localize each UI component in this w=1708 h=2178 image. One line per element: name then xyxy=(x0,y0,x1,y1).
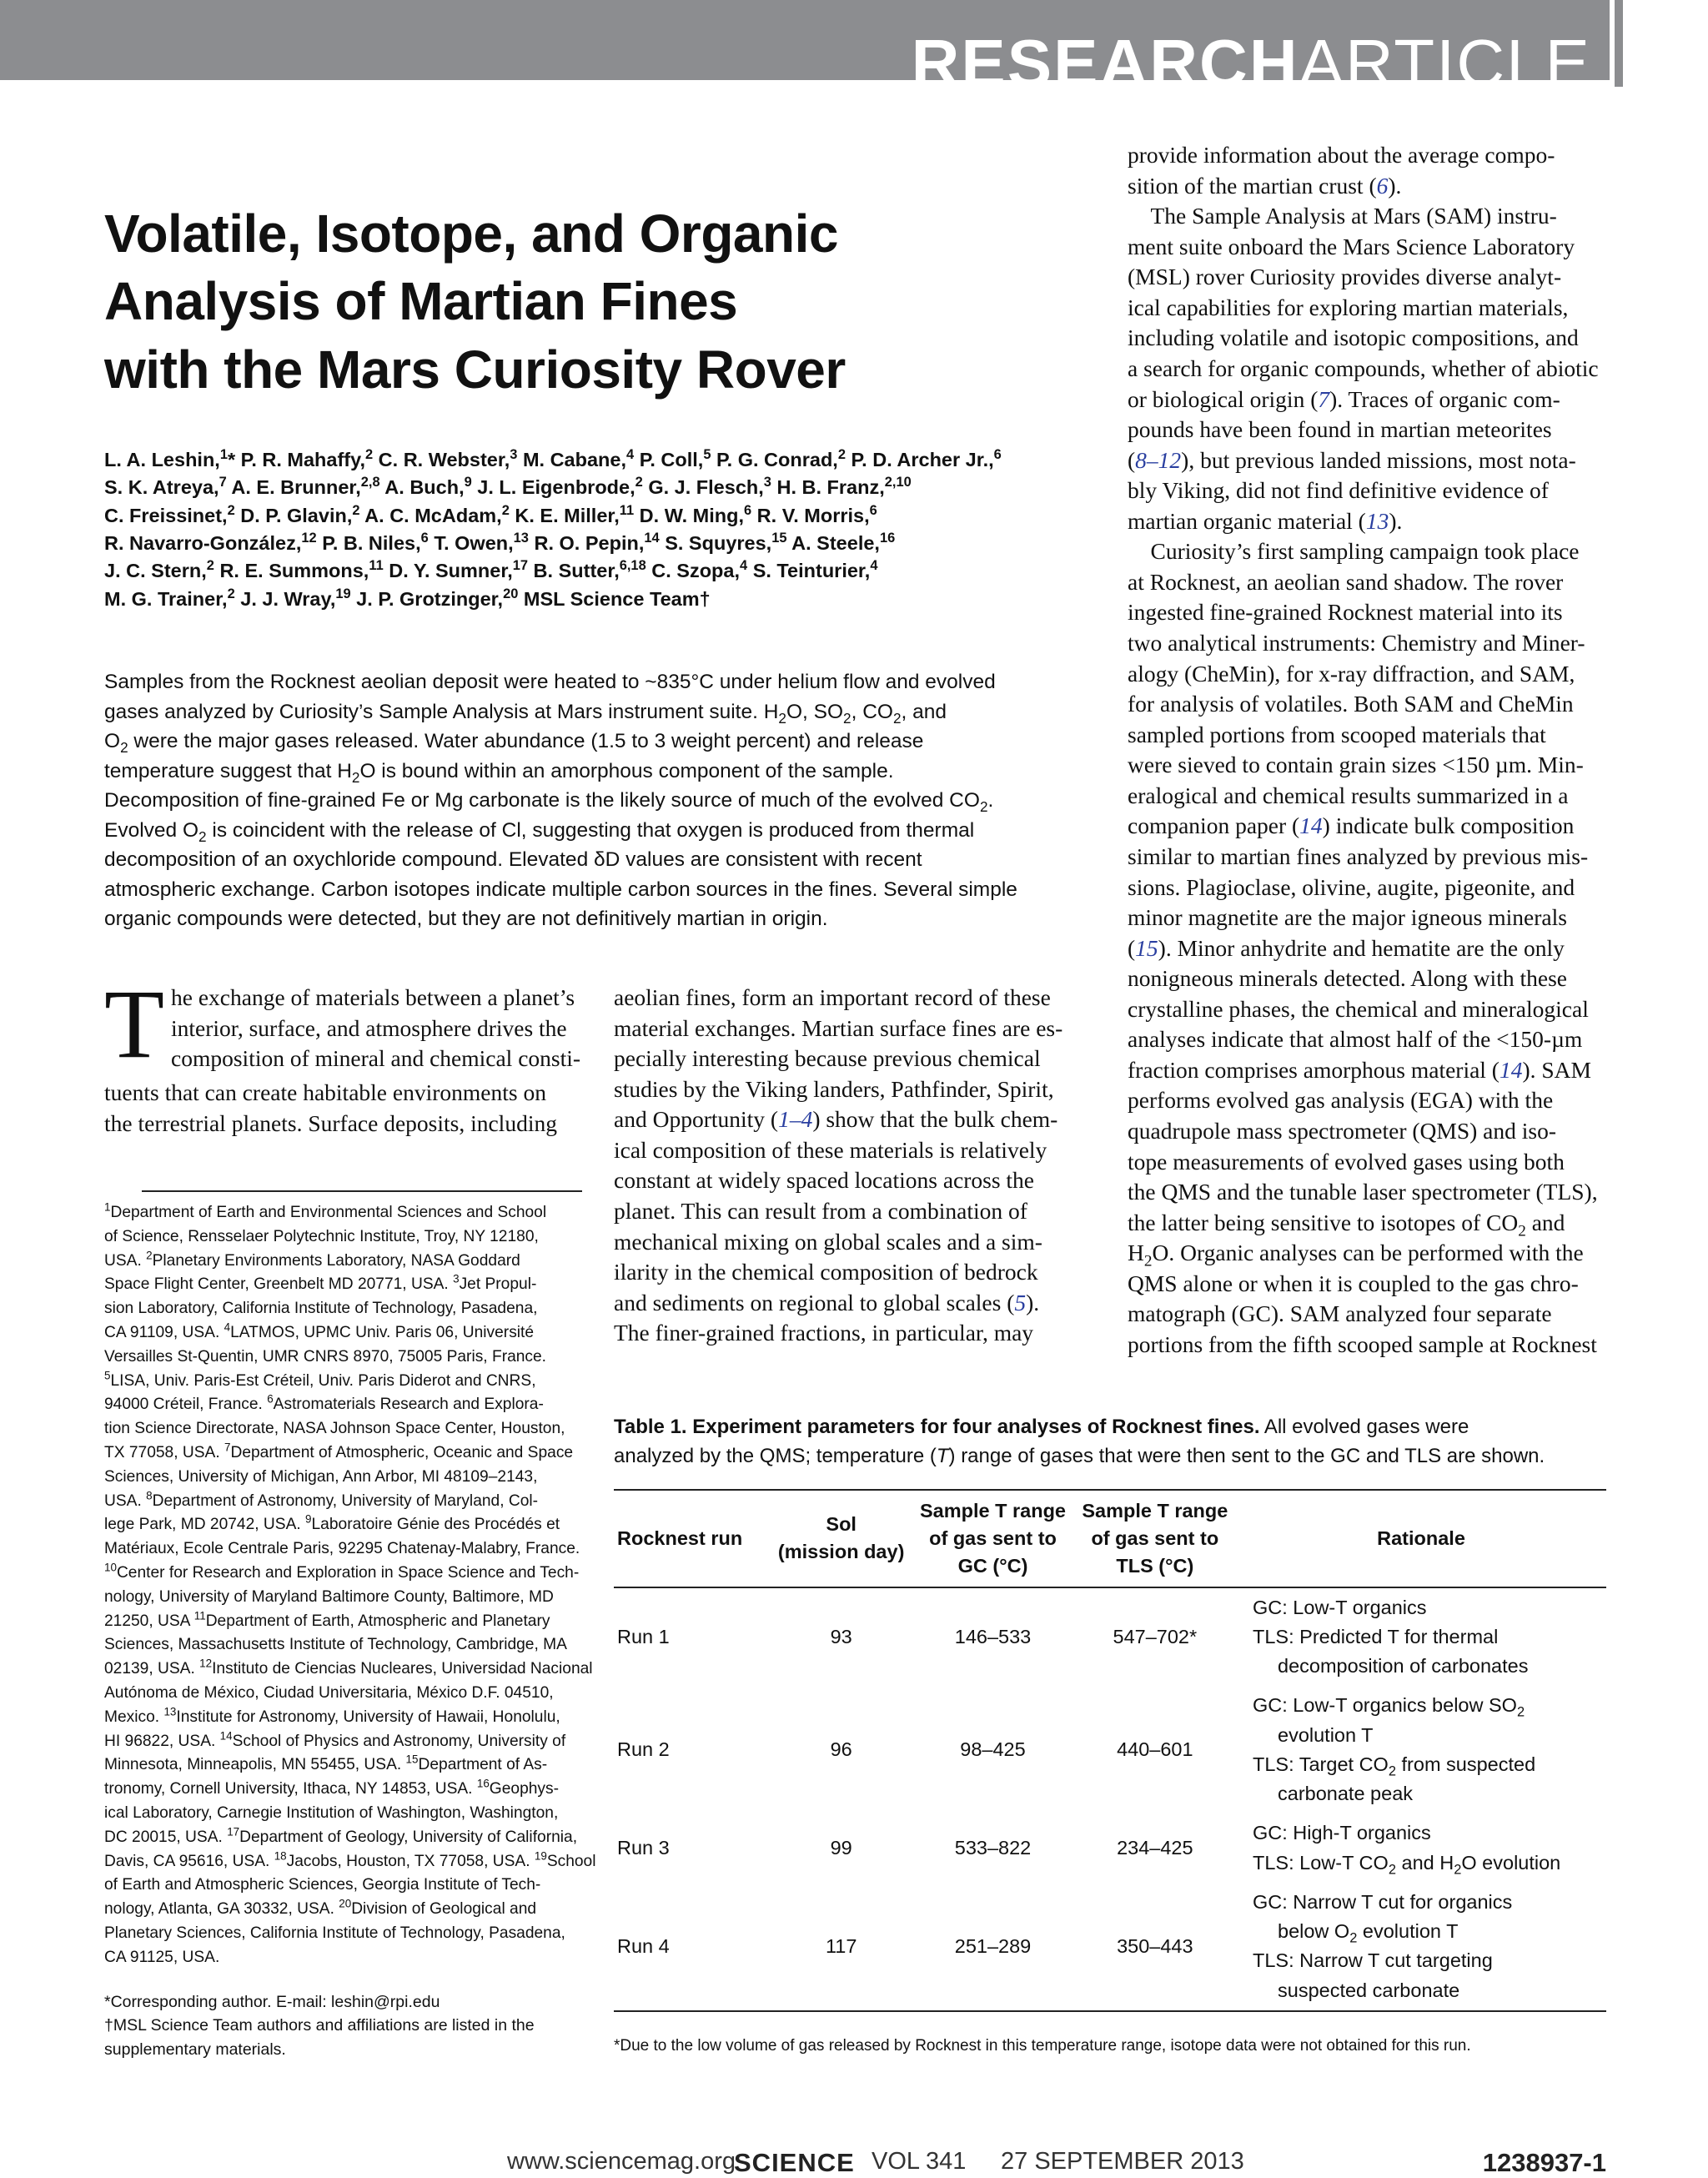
text-line: L. A. Leshin,$^1$* P. R. Mahaffy,$^2$ C. R. Webster,$^3$ M. Cabane,$^4$ P. Coll,$^5$ P. G. Conrad,$^2$ P. D. Archer Jr.,$^6$ xyxy=(104,447,1002,470)
rationale-line: TLS: Target $CO_2$ from suspected xyxy=(1253,1753,1536,1779)
footer-url[interactable]: www.sciencemag.org xyxy=(507,2148,736,2175)
text-line: the latter being sensitive to isotopes of $CO_2$ and xyxy=(1128,1209,1565,1240)
text-line: DC 20015, USA. $^{17}$Department of Geology, University of California, xyxy=(104,1825,578,1846)
text-line: Sciences, Massachusetts Institute of Technology, Cambridge, MA xyxy=(104,1636,567,1654)
text-line: a search for organic compounds, whether of abiotic xyxy=(1128,355,1599,381)
cell-run: Run 4 xyxy=(617,1934,670,1957)
dropcap: T xyxy=(104,969,165,1079)
text-line: atmospheric exchange. Carbon isotopes indicate multiple carbon sources in the fines. Several simple xyxy=(104,878,1017,901)
text-line: bly Viking, did not find definitive evidence of xyxy=(1128,477,1549,504)
text-line: ical composition of these materials is relatively xyxy=(614,1136,1047,1163)
text-line: composition of mineral and chemical consti- xyxy=(171,1045,581,1072)
text-line: $^1$Department of Earth and Environmental Sciences and School xyxy=(104,1200,547,1221)
text-line: Table 1. Experiment parameters for four analyses of Rocknest fines. All evolved gases were xyxy=(614,1416,1469,1438)
text-line: nology, Atlanta, GA 30332, USA. $^{20}$Division of Geological and xyxy=(104,1897,537,1919)
header-rule xyxy=(1615,0,1623,87)
intro-lines xyxy=(104,1078,581,1139)
text-line: of Earth and Atmospheric Sciences, Georgia Institute of Tech- xyxy=(104,1876,541,1894)
text-line: The Sample Analysis at Mars (SAM) instru- xyxy=(1128,203,1557,229)
table-row xyxy=(614,1813,1606,1883)
text-line: Autónoma de México, Ciudad Universitaria, México D.F. 04510, xyxy=(104,1683,554,1702)
text-line: studies by the Viking landers, Pathfinder, Spirit, xyxy=(614,1075,1054,1102)
text-line: †MSL Science Team authors and affiliations are listed in the xyxy=(104,2016,535,2035)
header-rationale: Rationale xyxy=(1377,1527,1465,1549)
text-line: The finer-grained fractions, in particular, may xyxy=(614,1320,1034,1346)
text-line: and sediments on regional to global scales (5). xyxy=(614,1289,1040,1315)
text-line: tronomy, Cornell University, Ithaca, NY 14853, USA. $^{16}$Geophys- xyxy=(104,1777,559,1798)
text-line: $^5$LISA, Univ. Paris-Est Créteil, Univ. Paris Diderot and CNRS, xyxy=(104,1369,536,1390)
rationale-line: GC: Low-T organics xyxy=(1253,1596,1427,1618)
cell-run: Run 3 xyxy=(617,1837,670,1859)
text-line: eralogical and chemical results summarized in a xyxy=(1128,782,1569,808)
article-title xyxy=(104,200,1063,404)
body-column-middle xyxy=(614,983,1092,1349)
cell-rationale xyxy=(1236,1686,1606,1813)
section-label-bold: RESEARCH xyxy=(911,26,1299,100)
cell-tls-range: 350–443 xyxy=(1117,1934,1193,1957)
text-line: Sciences, University of Michigan, Ann Arbor, MI 48109–2143, xyxy=(104,1467,538,1486)
cell-tls-range: 234–425 xyxy=(1117,1837,1193,1859)
text-line: organic compounds were detected, but they are not definitively martian in origin. xyxy=(104,908,828,931)
rationale-line: GC: Narrow T cut for organics xyxy=(1253,1890,1513,1913)
text-line: martian organic material (13). xyxy=(1128,507,1403,534)
header-sol: Sol (mission day) xyxy=(777,1513,905,1563)
text-line: supplementary materials. xyxy=(104,2040,286,2059)
table-caption xyxy=(614,1413,1606,1471)
table-header-row xyxy=(614,1490,1606,1587)
text-line: Davis, CA 95616, USA. $^{18}$Jacobs, Houston, TX 77058, USA. $^{19}$School xyxy=(104,1849,596,1870)
text-line: at Rocknest, an aeolian sand shadow. The rover xyxy=(1128,568,1564,595)
text-line: Curiosity’s first sampling campaign took place xyxy=(1128,538,1580,565)
text-line: two analytical instruments: Chemistry and Miner- xyxy=(1128,630,1585,656)
text-line: tion Science Directorate, NASA Johnson Space Center, Houston, xyxy=(104,1420,565,1438)
text-line: ment suite onboard the Mars Science Laboratory xyxy=(1128,233,1575,259)
text-line: Decomposition of fine-grained Fe or Mg carbonate is the likely source of much of the evolved $CO_2$. xyxy=(104,789,994,815)
text-line: TX 77058, USA. $^7$Department of Atmospheric, Oceanic and Space xyxy=(104,1441,574,1461)
experiment-table xyxy=(614,1489,1606,2012)
text-line: sions. Plagioclase, olivine, augite, pigeonite, and xyxy=(1128,873,1575,900)
text-line: temperature suggest that $H_2O$ is bound within an amorphous component of the sample. xyxy=(104,759,894,786)
text-line: QMS alone or when it is coupled to the gas chro- xyxy=(1128,1270,1579,1296)
text-line: ical Laboratory, Carnegie Institution of Washington, Washington, xyxy=(104,1803,559,1822)
text-line: portions from the fifth scooped sample at Rocknest xyxy=(1128,1330,1597,1357)
text-line: sition of the martian crust (6). xyxy=(1128,172,1402,199)
cell-sol: 96 xyxy=(830,1738,852,1761)
author-list xyxy=(104,446,1122,613)
text-line: quadrupole mass spectrometer (QMS) and iso- xyxy=(1128,1118,1556,1144)
text-line: with the Mars Curiosity Rover xyxy=(104,339,846,400)
rationale-line: evolution T xyxy=(1278,1723,1374,1746)
footer-date: 27 SEPTEMBER 2013 xyxy=(1001,2148,1244,2175)
text-line: (8–12), but previous landed missions, most nota- xyxy=(1128,446,1576,473)
table xyxy=(614,1489,1606,2012)
rationale-line: TLS: Narrow T cut targeting xyxy=(1253,1949,1493,1972)
table-row xyxy=(614,1587,1606,1687)
text-line: nonigneous minerals detected. Along with these xyxy=(1128,965,1567,992)
text-line: crystalline phases, the chemical and mineralogical xyxy=(1128,995,1589,1022)
text-line: Planetary Sciences, California Institute of Technology, Pasadena, xyxy=(104,1924,565,1942)
rationale-line: TLS: Predicted T for thermal xyxy=(1253,1625,1499,1647)
text-line: Volatile, Isotope, and Organic xyxy=(104,204,838,264)
text-line: and Opportunity (1–4) show that the bulk chem- xyxy=(614,1106,1058,1133)
text-line: sampled portions from scooped materials that xyxy=(1128,721,1546,747)
rationale-line: suspected carbonate xyxy=(1278,1979,1460,2001)
cell-rationale xyxy=(1236,1587,1606,1687)
header-gc-range: Sample T range of gas sent to GC (°C) xyxy=(920,1500,1066,1577)
intro-paragraph xyxy=(104,969,581,1139)
footer-page-id: 1238937-1 xyxy=(1482,2148,1606,2177)
rationale-line: GC: High-T organics xyxy=(1253,1822,1431,1844)
text-line: alogy (CheMin), for x-ray diffraction, and SAM, xyxy=(1128,660,1575,687)
text-line: $H_2O$. Organic analyses can be performed with the xyxy=(1128,1240,1584,1270)
body-column-right xyxy=(1128,140,1605,1361)
text-line: Versailles St-Quentin, UMR CNRS 8970, 75005 Paris, France. xyxy=(104,1347,547,1366)
cell-rationale xyxy=(1236,1813,1606,1883)
text-line: for analysis of volatiles. Both SAM and CheMin xyxy=(1128,691,1574,717)
table-row xyxy=(614,1883,1606,2011)
text-line: USA. $^8$Department of Astronomy, University of Maryland, Col- xyxy=(104,1489,539,1510)
text-line: decomposition of an oxychloride compound. Elevated δD values are consistent with recent xyxy=(104,848,922,872)
text-line: tope measurements of evolved gases using both xyxy=(1128,1148,1565,1175)
text-line: were sieved to contain grain sizes <150 µm. Min- xyxy=(1128,752,1584,778)
text-line: CA 91109, USA. $^4$LATMOS, UPMC Univ. Paris 06, Université xyxy=(104,1320,535,1341)
text-line: analyses indicate that almost half of the <150-µm xyxy=(1128,1026,1583,1053)
rationale-line: GC: Low-T organics below $SO_2$ xyxy=(1253,1694,1525,1721)
rationale-line: below $O_2$ evolution T xyxy=(1278,1920,1459,1946)
section-label xyxy=(911,26,1591,100)
text-line: Evolved $O_2$ is coincident with the release of Cl, suggesting that oxygen is produced from thermal xyxy=(104,818,975,845)
cell-sol: 117 xyxy=(825,1934,857,1957)
text-line: Samples from the Rocknest aeolian deposit were heated to ~835°C under helium flow and evolved xyxy=(104,671,996,693)
footer-journal: SCIENCE xyxy=(734,2148,855,2177)
text-line: sion Laboratory, California Institute of Technology, Pasadena, xyxy=(104,1300,538,1318)
cell-rationale xyxy=(1236,1883,1606,2011)
footer-volume: VOL 341 xyxy=(872,2148,967,2175)
text-line: material exchanges. Martian surface fines are es- xyxy=(614,1014,1063,1041)
text-line: aeolian fines, form an important record of these xyxy=(614,984,1051,1010)
author-footnotes xyxy=(104,1990,584,2061)
affiliations xyxy=(104,1200,596,1970)
text-line: or biological origin (7). Traces of organic com- xyxy=(1128,385,1560,412)
cell-tls-range: 547–702* xyxy=(1113,1625,1198,1647)
text-line: ilarity in the chemical composition of bedrock xyxy=(614,1259,1038,1285)
rationale-line: carbonate peak xyxy=(1278,1783,1414,1805)
text-line: 02139, USA. $^{12}$Instituto de Ciencias Nucleares, Universidad Nacional xyxy=(104,1657,593,1678)
text-line: fraction comprises amorphous material (14). SAM xyxy=(1128,1056,1591,1083)
table-note: *Due to the low volume of gas released by Rocknest in this temperature range, isotope data were not obtained for this run. xyxy=(614,2037,1471,2055)
text-line: lege Park, MD 20742, USA. $^9$Laboratoire Génie des Procédés et xyxy=(104,1512,560,1534)
cell-run: Run 1 xyxy=(617,1625,670,1647)
text-line: tuents that can create habitable environments on xyxy=(104,1079,546,1105)
cell-gc-range: 533–822 xyxy=(954,1837,1032,1859)
text-line: J. C. Stern,$^2$ R. E. Summons,$^{11}$ D. Y. Sumner,$^{17}$ B. Sutter,$^{6,18}$ C. Szopa,$^4$ S. Teinturier,$^4$ xyxy=(104,558,878,582)
text-line: HI 96822, USA. $^{14}$School of Physics and Astronomy, University of xyxy=(104,1729,566,1750)
header-rocknest-run: Rocknest run xyxy=(617,1527,743,1549)
text-line: the QMS and the tunable laser spectrometer (TLS), xyxy=(1128,1179,1598,1205)
text-line: Analysis of Martian Fines xyxy=(104,271,738,332)
text-line: mechanical mixing on global scales and a sim- xyxy=(614,1228,1042,1255)
text-line: the terrestrial planets. Surface deposits, including xyxy=(104,1109,557,1136)
text-line: of Science, Rensselaer Polytechnic Institute, Troy, NY 12180, xyxy=(104,1227,539,1245)
text-line: CA 91125, USA. xyxy=(104,1948,220,1966)
text-line: R. Navarro-González,$^{12}$ P. B. Niles,$^6$ T. Owen,$^{13}$ R. O. Pepin,$^{14}$ S. Squyres,$^{15}$ A. Steele,$^{16}$ xyxy=(104,531,896,555)
text-line: 21250, USA $^{11}$Department of Earth, Atmospheric and Planetary xyxy=(104,1609,550,1630)
text-line: M. G. Trainer,$^2$ J. J. Wray,$^{19}$ J. P. Grotzinger,$^{20}$ MSL Science Team† xyxy=(104,586,711,610)
text-line: 94000 Créteil, France. $^6$Astromaterials Research and Explora- xyxy=(104,1392,544,1414)
text-line: pecially interesting because previous chemical xyxy=(614,1045,1041,1072)
text-line: Mexico. $^{13}$Institute for Astronomy, University of Hawaii, Honolulu, xyxy=(104,1705,560,1726)
text-line: including volatile and isotopic compositions, and xyxy=(1128,324,1579,351)
text-line: Space Flight Center, Greenbelt MD 20771, USA. $^3$Jet Propul- xyxy=(104,1273,537,1294)
cell-tls-range: 440–601 xyxy=(1117,1738,1193,1761)
text-line: Minnesota, Minneapolis, MN 55455, USA. $^{15}$Department of As- xyxy=(104,1753,548,1774)
table-row xyxy=(614,1686,1606,1813)
text-line: USA. $^2$Planetary Environments Laboratory, NASA Goddard xyxy=(104,1249,520,1270)
text-line: matograph (GC). SAM analyzed four separate xyxy=(1128,1300,1552,1327)
text-line: gases analyzed by Curiosity’s Sample Analysis at Mars instrument suite. $H_2O$, $SO_2$, $CO_2$, and xyxy=(104,700,947,727)
text-line: *Corresponding author. E-mail: leshin@rpi.edu xyxy=(104,1993,440,2011)
text-line: pounds have been found in martian meteorites xyxy=(1128,416,1552,443)
text-line: minor magnetite are the major igneous minerals xyxy=(1128,904,1567,931)
cell-gc-range: 98–425 xyxy=(960,1738,1026,1761)
text-line: analyzed by the QMS; temperature (T) range of gases that were then sent to the GC and TLS are shown. xyxy=(614,1444,1545,1467)
text-line: $O_2$ were the major gases released. Water abundance (1.5 to 3 weight percent) and release xyxy=(104,730,924,756)
text-line: performs evolved gas analysis (EGA) with the xyxy=(1128,1087,1554,1114)
text-line: (15). Minor anhydrite and hematite are the only xyxy=(1128,934,1565,961)
text-line: S. K. Atreya,$^7$ A. E. Brunner,$^{2,8}$ A. Buch,$^9$ J. L. Eigenbrode,$^2$ G. J. Flesch,$^3$ H. B. Franz,$^{2,10}$ xyxy=(104,475,912,499)
text-line: constant at widely spaced locations across the xyxy=(614,1167,1035,1194)
cell-gc-range: 146–533 xyxy=(954,1625,1032,1647)
cell-gc-range: 251–289 xyxy=(954,1934,1032,1957)
text-line: provide information about the average compo- xyxy=(1128,142,1555,168)
text-line: C. Freissinet,$^2$ D. P. Glavin,$^2$ A. C. McAdam,$^2$ K. E. Miller,$^{11}$ D. W. Ming,$^6$ R. V. Morris,$^6$ xyxy=(104,502,877,526)
affiliations-rule xyxy=(142,1190,582,1192)
header-tls-range: Sample T range of gas sent to TLS (°C) xyxy=(1082,1500,1228,1577)
text-line: ical capabilities for exploring martian materials, xyxy=(1128,294,1569,320)
text-line: companion paper (14) indicate bulk composition xyxy=(1128,812,1575,839)
section-label-light: ARTICLE xyxy=(1299,26,1591,100)
text-line: Matériaux, Ecole Centrale Paris, 92295 Chatenay-Malabry, France. xyxy=(104,1540,580,1558)
text-line: similar to martian fines analyzed by previous mis- xyxy=(1128,843,1589,869)
cell-run: Run 2 xyxy=(617,1738,670,1761)
text-line: $^{10}$Center for Research and Exploration in Space Science and Tech- xyxy=(104,1561,580,1582)
text-line: nology, University of Maryland Baltimore County, Baltimore, MD xyxy=(104,1587,554,1606)
cell-sol: 93 xyxy=(830,1625,852,1647)
text-line: planet. This can result from a combination of xyxy=(614,1197,1027,1224)
text-line: (MSL) rover Curiosity provides diverse analyt- xyxy=(1128,264,1562,290)
cell-sol: 99 xyxy=(830,1837,852,1859)
intro-indented-lines xyxy=(171,983,581,1078)
rationale-line: TLS: Low-T $CO_2$ and $H_2O$ evolution xyxy=(1253,1851,1561,1878)
text-line: he exchange of materials between a planet’s xyxy=(171,984,575,1010)
text-line: interior, surface, and atmosphere drives the xyxy=(171,1014,567,1041)
rationale-line: decomposition of carbonates xyxy=(1278,1655,1529,1678)
table-body xyxy=(614,1587,1606,2011)
text-line: ingested fine-grained Rocknest material into its xyxy=(1128,599,1563,626)
